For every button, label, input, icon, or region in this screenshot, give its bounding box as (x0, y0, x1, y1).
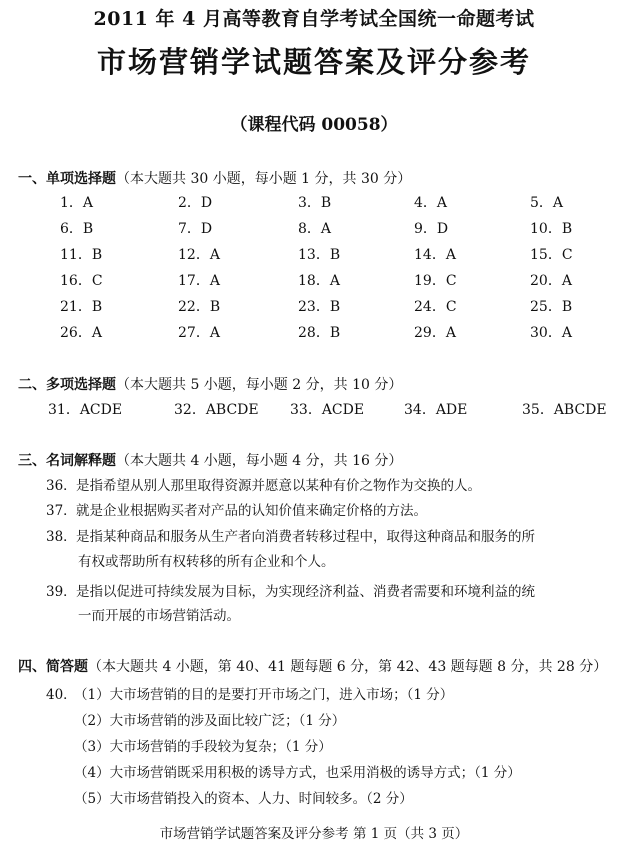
answer-cell: 9．D (414, 221, 449, 237)
answer-cell: 33．ACDE (290, 402, 365, 418)
section4-note: （本大题共 4 小题，第 40、41 题每题 6 分，第 42、43 题每题 8 分，共 28 分） (88, 659, 608, 675)
item-text: 是指希望从别人那里取得资源并愿意以某种有价之物作为交换的人。 (76, 478, 481, 494)
document-title: 市场营销学试题答案及评分参考 (96, 45, 531, 79)
section3-heading (18, 450, 402, 470)
section3-title: 三、名词解释题 (18, 453, 116, 469)
answer-cell: 13．B (298, 247, 341, 263)
answer-point: （2）大市场营销的涉及面比较广泛；（1 分） (74, 713, 346, 729)
answer-cell: 3．B (298, 195, 332, 211)
item-text: 是指以促进可持续发展为目标，为实现经济利益、消费者需要和环境利益的统 (76, 584, 535, 600)
definition-item (46, 580, 535, 600)
answer-point: （1）大市场营销的目的是要打开市场之门，进入市场；（1 分） (74, 687, 454, 703)
answer-cell: 12．A (178, 247, 220, 263)
item-text-continued: 有权或帮助所有权转移的所有企业和个人。 (78, 554, 335, 570)
section1-title: 一、单项选择题 (18, 171, 116, 187)
answer-cell: 15．C (530, 247, 573, 263)
item-number: 36． (46, 478, 77, 494)
answer-cell: 11．B (60, 247, 103, 263)
answer-cell: 25．B (530, 299, 573, 315)
answer-cell: 6．B (60, 221, 94, 237)
answer-cell: 7．D (178, 221, 213, 237)
item-number: 39． (46, 584, 77, 600)
answer-cell: 1．A (60, 195, 94, 211)
answer-cell: 2．D (178, 195, 213, 211)
section4-heading (18, 656, 607, 676)
answer-cell: 22．B (178, 299, 221, 315)
question-40-number: 40． (46, 687, 77, 703)
item-text: 是指某种商品和服务从生产者向消费者转移过程中，取得这种商品和服务的所 (76, 529, 535, 545)
answer-cell: 32．ABCDE (174, 402, 259, 418)
exam-header-line: 2011 年 4 月高等教育自学考试全国统一命题考试 (93, 8, 535, 30)
section2-note: （本大题共 5 小题，每小题 2 分，共 10 分） (116, 377, 403, 393)
answer-cell: 27．A (178, 325, 220, 341)
answer-point: （3）大市场营销的手段较为复杂；（1 分） (74, 739, 332, 755)
answer-cell: 34．ADE (404, 402, 468, 418)
answer-cell: 35．ABCDE (522, 402, 607, 418)
answer-cell: 17．A (178, 273, 220, 289)
section2-heading (18, 374, 402, 394)
answer-cell: 29．A (414, 325, 456, 341)
answer-cell: 31．ACDE (48, 402, 123, 418)
section2-title: 二、多项选择题 (18, 377, 116, 393)
item-number: 37． (46, 503, 77, 519)
answer-cell: 28．B (298, 325, 341, 341)
answer-cell: 18．A (298, 273, 340, 289)
course-code: （课程代码 00058） (230, 115, 398, 135)
answer-cell: 8．A (298, 221, 332, 237)
page-footer: 市场营销学试题答案及评分参考 第 1 页（共 3 页） (159, 826, 469, 842)
item-number: 38． (46, 529, 77, 545)
answer-cell: 10．B (530, 221, 573, 237)
answer-cell: 14．A (414, 247, 456, 263)
answer-cell: 24．C (414, 299, 457, 315)
answer-cell: 16．C (60, 273, 103, 289)
answer-cell: 20．A (530, 273, 572, 289)
answer-point: （5）大市场营销投入的资本、人力、时间较多。（2 分） (74, 791, 413, 807)
item-text-continued: 一而开展的市场营销活动。 (78, 608, 240, 624)
answer-cell: 5．A (530, 195, 564, 211)
answer-cell: 23．B (298, 299, 341, 315)
answer-point: （4）大市场营销既采用积极的诱导方式，也采用消极的诱导方式；（1 分） (74, 765, 521, 781)
section1-heading (18, 168, 411, 188)
answer-cell: 21．B (60, 299, 103, 315)
answer-cell: 30．A (530, 325, 572, 341)
section4-title: 四、简答题 (18, 659, 88, 675)
section1-note: （本大题共 30 小题，每小题 1 分，共 30 分） (116, 171, 412, 187)
answer-cell: 19．C (414, 273, 457, 289)
item-text: 就是企业根据购买者对产品的认知价值来确定价格的方法。 (76, 503, 427, 519)
answer-cell: 4．A (414, 195, 448, 211)
section3-note: （本大题共 4 小题，每小题 4 分，共 16 分） (116, 453, 403, 469)
definition-item (46, 474, 481, 494)
definition-item (46, 499, 427, 519)
answer-cell: 26．A (60, 325, 102, 341)
definition-item (46, 525, 535, 545)
